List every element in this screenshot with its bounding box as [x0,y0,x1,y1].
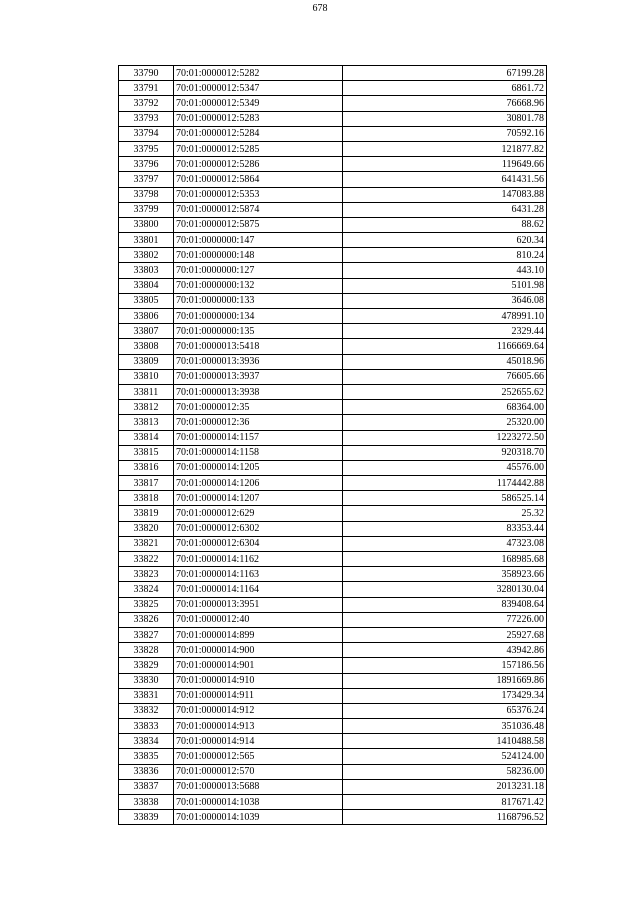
cadastral-number-cell: 70:01:0000012:5286 [174,157,343,172]
cadastral-number-cell: 70:01:0000014:1207 [174,491,343,506]
cadastral-number-cell: 70:01:0000012:5347 [174,81,343,96]
row-number-cell: 33839 [119,810,174,825]
value-cell: 1891669.86 [343,673,547,688]
cadastral-number-cell: 70:01:0000014:1206 [174,476,343,491]
value-cell: 76668.96 [343,96,547,111]
table-row [119,673,547,688]
table-row [119,172,547,187]
cadastral-number-cell: 70:01:0000012:5349 [174,96,343,111]
value-cell: 43942.86 [343,643,547,658]
table-row [119,460,547,475]
cadastral-number-cell: 70:01:0000000:133 [174,293,343,308]
table-row [119,627,547,642]
cadastral-number-cell: 70:01:0000012:5874 [174,202,343,217]
cadastral-number-cell: 70:01:0000012:5875 [174,217,343,232]
row-number-cell: 33806 [119,309,174,324]
cadastral-number-cell: 70:01:0000014:1039 [174,810,343,825]
row-number-cell: 33815 [119,445,174,460]
value-cell: 47323.08 [343,536,547,551]
row-number-cell: 33805 [119,293,174,308]
cadastral-number-cell: 70:01:0000014:1157 [174,430,343,445]
row-number-cell: 33810 [119,369,174,384]
table-row [119,703,547,718]
cadastral-number-cell: 70:01:0000012:35 [174,400,343,415]
value-cell: 443.10 [343,263,547,278]
cadastral-number-cell: 70:01:0000012:6304 [174,536,343,551]
table-row [119,567,547,582]
value-cell: 121877.82 [343,141,547,156]
row-number-cell: 33799 [119,202,174,217]
cadastral-number-cell: 70:01:0000012:5353 [174,187,343,202]
table-row [119,309,547,324]
cadastral-number-cell: 70:01:0000012:5285 [174,141,343,156]
value-cell: 119649.66 [343,157,547,172]
row-number-cell: 33790 [119,66,174,81]
cadastral-number-cell: 70:01:0000000:148 [174,248,343,263]
cadastral-number-cell: 70:01:0000014:910 [174,673,343,688]
cadastral-number-cell: 70:01:0000014:1038 [174,795,343,810]
row-number-cell: 33826 [119,612,174,627]
value-cell: 1166669.64 [343,339,547,354]
value-cell: 5101.98 [343,278,547,293]
cadastral-number-cell: 70:01:0000014:912 [174,703,343,718]
value-cell: 83353.44 [343,521,547,536]
cadastral-number-cell: 70:01:0000012:40 [174,612,343,627]
row-number-cell: 33818 [119,491,174,506]
table-row [119,217,547,232]
table-row [119,263,547,278]
table-row [119,157,547,172]
table-body [119,66,547,825]
value-cell: 70592.16 [343,126,547,141]
value-cell: 173429.34 [343,688,547,703]
value-cell: 25927.68 [343,627,547,642]
table-row [119,339,547,354]
table-row [119,202,547,217]
value-cell: 586525.14 [343,491,547,506]
table-row [119,111,547,126]
value-cell: 810.24 [343,248,547,263]
cadastral-number-cell: 70:01:0000014:1205 [174,460,343,475]
cadastral-number-cell: 70:01:0000012:5864 [174,172,343,187]
cadastral-number-cell: 70:01:0000012:629 [174,506,343,521]
cadastral-number-cell: 70:01:0000014:1164 [174,582,343,597]
cadastral-number-cell: 70:01:0000000:134 [174,309,343,324]
table-row [119,536,547,551]
row-number-cell: 33808 [119,339,174,354]
row-number-cell: 33807 [119,324,174,339]
row-number-cell: 33825 [119,597,174,612]
row-number-cell: 33832 [119,703,174,718]
value-cell: 88.62 [343,217,547,232]
row-number-cell: 33819 [119,506,174,521]
table-row [119,552,547,567]
value-cell: 839408.64 [343,597,547,612]
value-cell: 641431.56 [343,172,547,187]
row-number-cell: 33798 [119,187,174,202]
table-row [119,400,547,415]
row-number-cell: 33823 [119,567,174,582]
cadastral-number-cell: 70:01:0000014:914 [174,734,343,749]
table-row [119,278,547,293]
table-row [119,597,547,612]
row-number-cell: 33817 [119,476,174,491]
value-cell: 168985.68 [343,552,547,567]
cadastral-number-cell: 70:01:0000012:570 [174,764,343,779]
cadastral-number-cell: 70:01:0000013:3938 [174,384,343,399]
row-number-cell: 33820 [119,521,174,536]
cadastral-number-cell: 70:01:0000012:5284 [174,126,343,141]
row-number-cell: 33827 [119,627,174,642]
row-number-cell: 33816 [119,460,174,475]
row-number-cell: 33794 [119,126,174,141]
cadastral-number-cell: 70:01:0000013:5688 [174,779,343,794]
value-cell: 25320.00 [343,415,547,430]
row-number-cell: 33833 [119,719,174,734]
table-row [119,324,547,339]
value-cell: 2329.44 [343,324,547,339]
cadastral-number-cell: 70:01:0000000:147 [174,233,343,248]
value-cell: 6431.28 [343,202,547,217]
row-number-cell: 33831 [119,688,174,703]
cadastral-number-cell: 70:01:0000000:127 [174,263,343,278]
value-cell: 68364.00 [343,400,547,415]
value-cell: 351036.48 [343,719,547,734]
table-row [119,384,547,399]
row-number-cell: 33809 [119,354,174,369]
value-cell: 6861.72 [343,81,547,96]
value-cell: 1410488.58 [343,734,547,749]
row-number-cell: 33821 [119,536,174,551]
row-number-cell: 33791 [119,81,174,96]
value-cell: 478991.10 [343,309,547,324]
cadastral-number-cell: 70:01:0000012:5282 [174,66,343,81]
table-row [119,810,547,825]
table-row [119,521,547,536]
table-row [119,779,547,794]
row-number-cell: 33802 [119,248,174,263]
row-number-cell: 33793 [119,111,174,126]
value-cell: 2013231.18 [343,779,547,794]
cadastral-number-cell: 70:01:0000014:901 [174,658,343,673]
row-number-cell: 33813 [119,415,174,430]
row-number-cell: 33800 [119,217,174,232]
table-row [119,643,547,658]
value-cell: 58236.00 [343,764,547,779]
cadastral-number-cell: 70:01:0000012:36 [174,415,343,430]
cadastral-number-cell: 70:01:0000013:3937 [174,369,343,384]
table-row [119,749,547,764]
table-row [119,430,547,445]
value-cell: 920318.70 [343,445,547,460]
cadastral-number-cell: 70:01:0000000:135 [174,324,343,339]
row-number-cell: 33814 [119,430,174,445]
table-row [119,795,547,810]
table-row [119,764,547,779]
value-cell: 157186.56 [343,658,547,673]
cadastral-number-cell: 70:01:0000014:1163 [174,567,343,582]
cadastral-number-cell: 70:01:0000012:6302 [174,521,343,536]
value-cell: 620.34 [343,233,547,248]
row-number-cell: 33828 [119,643,174,658]
table-row [119,141,547,156]
table-row [119,187,547,202]
row-number-cell: 33836 [119,764,174,779]
value-cell: 252655.62 [343,384,547,399]
value-cell: 1174442.88 [343,476,547,491]
value-cell: 30801.78 [343,111,547,126]
table-row [119,81,547,96]
table-row [119,582,547,597]
row-number-cell: 33812 [119,400,174,415]
cadastral-number-cell: 70:01:0000014:1158 [174,445,343,460]
cadastral-number-cell: 70:01:0000012:5283 [174,111,343,126]
cadastral-number-cell: 70:01:0000014:911 [174,688,343,703]
cadastral-number-cell: 70:01:0000013:3936 [174,354,343,369]
value-cell: 147083.88 [343,187,547,202]
table-row [119,476,547,491]
table-row [119,445,547,460]
table-row [119,96,547,111]
table-row [119,658,547,673]
table-row [119,688,547,703]
table-row [119,354,547,369]
row-number-cell: 33824 [119,582,174,597]
value-cell: 45576.00 [343,460,547,475]
value-cell: 3280130.04 [343,582,547,597]
row-number-cell: 33834 [119,734,174,749]
value-cell: 1168796.52 [343,810,547,825]
row-number-cell: 33792 [119,96,174,111]
table-row [119,734,547,749]
cadastral-number-cell: 70:01:0000014:900 [174,643,343,658]
value-cell: 25.32 [343,506,547,521]
row-number-cell: 33795 [119,141,174,156]
row-number-cell: 33830 [119,673,174,688]
row-number-cell: 33829 [119,658,174,673]
table-row [119,612,547,627]
table-row [119,415,547,430]
value-cell: 76605.66 [343,369,547,384]
table-row [119,126,547,141]
value-cell: 65376.24 [343,703,547,718]
cadastral-number-cell: 70:01:0000014:913 [174,719,343,734]
table-row [119,248,547,263]
value-cell: 1223272.50 [343,430,547,445]
table-row [119,233,547,248]
table-row [119,719,547,734]
value-cell: 817671.42 [343,795,547,810]
value-cell: 524124.00 [343,749,547,764]
value-cell: 67199.28 [343,66,547,81]
table-row [119,491,547,506]
cadastral-number-cell: 70:01:0000012:565 [174,749,343,764]
cadastral-values-table [118,65,547,825]
row-number-cell: 33804 [119,278,174,293]
row-number-cell: 33822 [119,552,174,567]
row-number-cell: 33837 [119,779,174,794]
value-cell: 358923.66 [343,567,547,582]
row-number-cell: 33811 [119,384,174,399]
row-number-cell: 33803 [119,263,174,278]
cadastral-number-cell: 70:01:0000013:3951 [174,597,343,612]
row-number-cell: 33797 [119,172,174,187]
table-row [119,293,547,308]
value-cell: 3646.08 [343,293,547,308]
value-cell: 45018.96 [343,354,547,369]
row-number-cell: 33796 [119,157,174,172]
table-row [119,369,547,384]
row-number-cell: 33801 [119,233,174,248]
table-row [119,506,547,521]
cadastral-number-cell: 70:01:0000014:899 [174,627,343,642]
row-number-cell: 33838 [119,795,174,810]
cadastral-number-cell: 70:01:0000014:1162 [174,552,343,567]
cadastral-number-cell: 70:01:0000000:132 [174,278,343,293]
value-cell: 77226.00 [343,612,547,627]
row-number-cell: 33835 [119,749,174,764]
cadastral-number-cell: 70:01:0000013:5418 [174,339,343,354]
table-row [119,66,547,81]
page-number: 678 [312,3,328,14]
